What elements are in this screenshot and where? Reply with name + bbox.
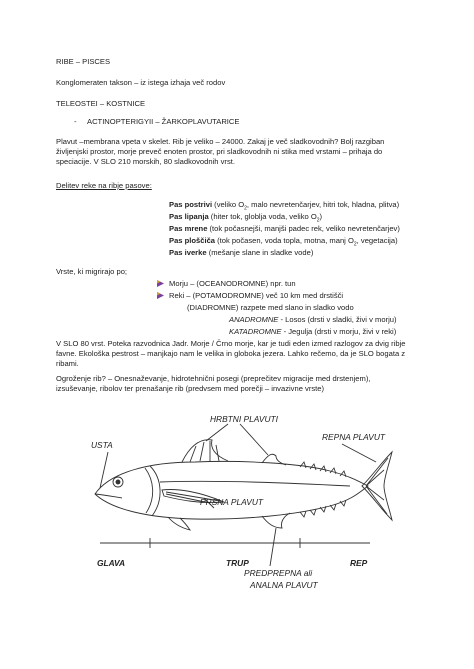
pas-sub: 2 bbox=[316, 217, 320, 224]
actino-heading: ACTINOPTERIGYII – ŽARKOPLAVUTARICE bbox=[87, 117, 240, 126]
pas-desc: (tok počasnejši, manjši padec rek, veliko nevretenčarjev) bbox=[207, 224, 400, 233]
pas-desc: (mešanje slane in sladke vode) bbox=[206, 248, 314, 257]
label-predprepna: PREDPREPNA ali bbox=[244, 568, 313, 578]
leader-repna bbox=[342, 444, 376, 462]
list-dash: - bbox=[74, 117, 77, 126]
intro-line: Konglomeraten takson – iz istega izhaja več rodov bbox=[56, 78, 226, 87]
label-prsna: PRSNA PLAVUT bbox=[200, 497, 263, 507]
pas-name: Pas postrivi bbox=[169, 200, 213, 209]
label-glava: GLAVA bbox=[97, 558, 126, 568]
leader-hrbtni bbox=[206, 424, 268, 455]
katadromne-term: KATADROMNE bbox=[229, 327, 282, 336]
fish-gill-line bbox=[150, 466, 160, 516]
pas-name: Pas mrene bbox=[169, 224, 208, 233]
pas-name: Pas lipanja bbox=[169, 212, 209, 221]
paragraph-slo: V SLO 80 vrst. Poteka razvodnica Jadr. Morje / Črno morje, kar je tudi eden izmed razlogov za dvig ribje favne. Ekološka pestrost – manjkajo nam le velika in globoka jezera. Lahko rečemo, da je SLO bogata z ribami. bbox=[56, 339, 406, 368]
vrste-line: Vrste, ki migrirajo po; bbox=[56, 267, 128, 276]
label-hrbtni: HRBTNI PLAVUTI bbox=[210, 414, 278, 424]
label-trup: TRUP bbox=[226, 558, 249, 568]
label-analna: ANALNA PLAVUT bbox=[250, 580, 318, 590]
anadromne-term: ANADROMNE bbox=[229, 315, 279, 324]
pas-rest: ) bbox=[319, 212, 323, 221]
pas-rest: , vegetacija) bbox=[356, 236, 398, 245]
label-repna: REPNA PLAVUT bbox=[322, 432, 385, 442]
teleostei-heading: TELEOSTEI – KOSTNICE bbox=[56, 99, 146, 108]
pas-rest: , malo nevretenčarjev, hitri tok, hladna, plitva) bbox=[246, 200, 400, 209]
fish-lateral-line bbox=[160, 481, 350, 486]
diadromne-line: (DIADROMNE) razpete med slano in sladko vodo bbox=[187, 303, 354, 312]
fish-body-outline bbox=[95, 461, 368, 519]
pas-sub: 2 bbox=[353, 241, 357, 248]
pas-desc: (veliko O bbox=[212, 200, 245, 209]
reki-line: Reki – (POTAMODROMNE) več 10 km med drstišči bbox=[169, 291, 344, 300]
pas-name: Pas iverke bbox=[169, 248, 207, 257]
label-usta: USTA bbox=[91, 440, 113, 450]
anadromne-desc: - Losos (drsti v sladki, živi v morju) bbox=[278, 315, 397, 324]
morje-line: Morju – (OCEANODROMNE) npr. tun bbox=[169, 279, 296, 288]
dorsal-fin-1 bbox=[182, 440, 228, 462]
paragraph-plavut: Plavut –membrana vpeta v skelet. Rib je veliko – 24000. Zakaj je več sladkovodnih? Bolj razgiban življenjski prostor, morje preveč enoten prostor, pri sladkovodnih ni stika med vrstami – prihaja do speciacije. V SLO 210 morskih, 80 sladkovodnih vrst. bbox=[56, 137, 385, 166]
katadromne-desc: - Jegulja (drsti v morju, živi v reki) bbox=[281, 327, 397, 336]
pas-sub: 2 bbox=[244, 205, 247, 212]
pas-desc: (tok počasen, voda topla, motna, manj O bbox=[215, 236, 354, 245]
delitev-heading: Delitev reke na ribje pasove: bbox=[56, 181, 152, 190]
pas-desc: (hiter tok, globlja voda, veliko O bbox=[208, 212, 317, 221]
label-rep: REP bbox=[350, 558, 368, 568]
doc-title: RIBE – PISCES bbox=[56, 57, 111, 66]
paragraph-ogrozenje: Ogroženje rib? – Onesnaževanje, hidrotehnični posegi (preprečitev migracije med drstenjem), izsuševanje, ribolov ter prenašanje rib (predvsem med porečji – invazivne vrste) bbox=[56, 374, 371, 393]
leader-predprepna bbox=[270, 528, 276, 566]
pas-name: Pas ploščiča bbox=[169, 236, 216, 245]
